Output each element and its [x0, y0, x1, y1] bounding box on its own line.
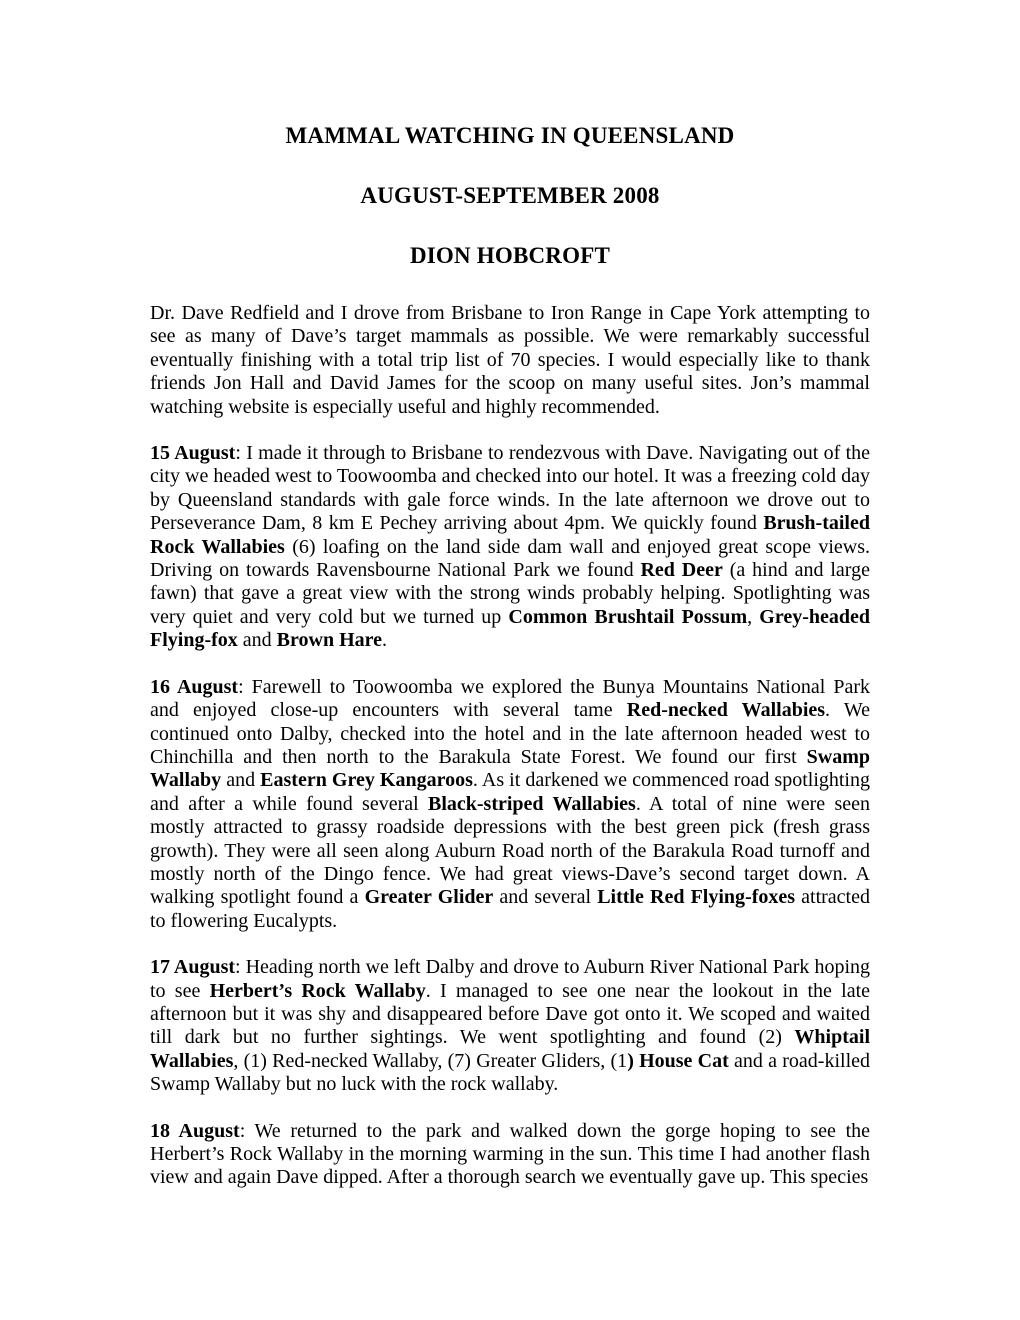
text-run: : We returned to the park and walked down the gorge hoping to see the Herbert’s Rock Wallaby in the morning warming in the sun. This time I had another flash view and again Dave dipped. After a thorough search we eventually gave up. This species	[150, 1119, 871, 1189]
document-subtitle-date: AUGUST-SEPTEMBER 2008	[360, 183, 660, 208]
bold-text-run: Black-striped Wallabies	[427, 792, 636, 815]
entry-16-august	[150, 676, 870, 933]
text-run: . A total of nine were seen mostly attracted to grassy roadside depressions with the best green pick (fresh grass growth). They were all seen along Auburn Road north of the Barakula Road turnoff and mostly north of the Dingo fence. We had great views-Dave’s second target down. A walking spotlight found a	[150, 792, 870, 909]
text-run: and a road-killed Swamp Wallaby but no luck with the rock wallaby.	[150, 1049, 871, 1096]
text-run: (a hind and large fawn) that gave a great view with the strong winds probably helping. Spotlighting was very quiet and very cold but we turned up	[150, 559, 870, 628]
bold-text-run: 17 August	[150, 956, 236, 979]
text-run: : I made it through to Brisbane to rendezvous with Dave. Navigating out of the city we headed west to Toowoomba and checked into our hotel. It was a freezing cold day by Queensland standards with gale force winds. In the late afternoon we drove out to Perseverance Dam, 8 km E Pechey arriving about 4pm. We quickly found	[150, 442, 870, 535]
text-run: . I managed to see one near the lookout in the late afternoon but it was shy and disappeared before Dave got onto it. We scoped and waited till dark but no further sightings. We went spotlighting and found (2)	[150, 979, 871, 1049]
text-run: : Farewell to Toowoomba we explored the Bunya Mountains National Park and enjoyed close-up encounters with several tame	[150, 675, 870, 722]
text-run: and several	[493, 886, 598, 909]
text-run: .	[382, 629, 388, 652]
bold-text-run: Swamp Wallaby	[150, 745, 870, 792]
intro-paragraph	[150, 302, 870, 419]
text-run: Dr. Dave Redfield and I drove from Brisbane to Iron Range in Cape York attempting to see as many of Dave’s target mammals as possible. We were remarkably successful eventually finishing with a total trip list of 70 species. I would especially like to thank friends Jon Hall and David James for the scoop on many useful sites. Jon’s mammal watching website is especially useful and highly recommended.	[150, 302, 870, 418]
bold-text-run: Greater Glider	[364, 886, 494, 909]
bold-text-run: Eastern Grey Kangaroos	[260, 769, 473, 792]
document-author: DION HOBCROFT	[409, 243, 611, 268]
text-run: attracted to flowering Eucalypts.	[150, 886, 870, 932]
text-run: . We continued onto Dalby, checked into the hotel and in the late afternoon headed west to Chinchilla and then north to the Barakula State Forest. We found our first	[150, 699, 871, 768]
text-run: (6) loafing on the land side dam wall and enjoyed great scope views. Driving on towards Ravensbourne National Park we found	[150, 535, 870, 582]
bold-text-run: Red Deer	[640, 559, 723, 582]
text-run: and	[237, 629, 277, 652]
bold-text-run: Whiptail Wallabies	[150, 1026, 870, 1072]
bold-text-run: 15 August	[150, 442, 236, 465]
text-run: : Heading north we left Dalby and drove to Auburn River National Park hoping to see	[150, 956, 870, 1002]
text-run: and	[221, 769, 261, 792]
document-title: MAMMAL WATCHING IN QUEENSLAND	[285, 123, 735, 148]
entry-18-august	[150, 1120, 870, 1190]
bold-text-run: Common Brushtail Possum	[508, 605, 748, 628]
bold-text-run: Brush-tailed Rock Wallabies	[150, 512, 870, 558]
bold-text-run: Little Red Flying-foxes	[597, 886, 796, 909]
entry-15-august	[150, 442, 870, 653]
bold-text-run: Grey-headed Flying-fox	[150, 605, 870, 652]
text-run: ,	[747, 605, 760, 628]
bold-text-run: Brown Hare	[276, 629, 383, 652]
text-run: . As it darkened we commenced road spotlighting and after a while found several	[150, 769, 870, 815]
text-run: , (1) Red-necked Wallaby, (7) Greater Gliders, (1	[233, 1049, 628, 1072]
bold-text-run: Red-necked Wallabies	[626, 699, 826, 722]
bold-text-run: 16 August	[150, 675, 239, 698]
bold-text-run: 18 August	[150, 1119, 240, 1142]
entry-17-august	[150, 956, 870, 1096]
document-body	[150, 302, 870, 1190]
bold-text-run: ) House Cat	[627, 1049, 729, 1072]
bold-text-run: Herbert’s Rock Wallaby	[209, 979, 426, 1002]
